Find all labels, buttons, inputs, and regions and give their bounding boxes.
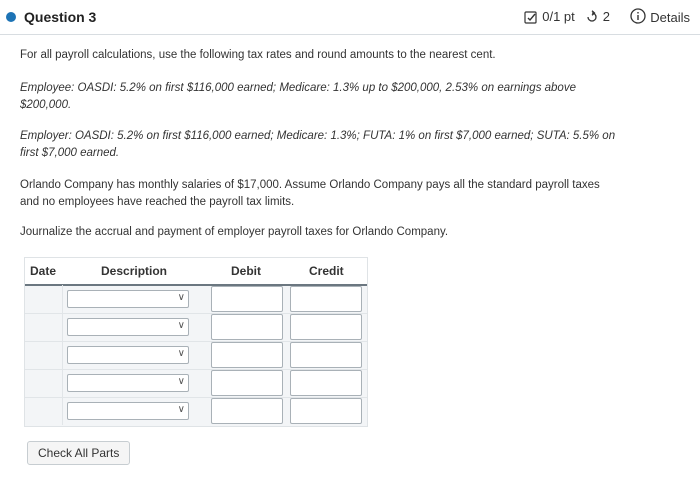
- score-text: 0/1 pt: [542, 9, 575, 24]
- date-cell: [25, 313, 63, 341]
- date-cell: [25, 397, 63, 425]
- credit-input[interactable]: [290, 314, 362, 340]
- check-all-parts-button[interactable]: Check All Parts: [27, 441, 130, 465]
- debit-input[interactable]: [211, 398, 283, 424]
- account-select[interactable]: [67, 374, 189, 392]
- credit-input[interactable]: [290, 286, 362, 312]
- journal-row: [25, 369, 367, 398]
- account-select[interactable]: [67, 346, 189, 364]
- chevron-down-icon: ∨: [177, 320, 185, 331]
- attempts-count: 2: [602, 9, 610, 24]
- journal-row: [25, 341, 367, 370]
- date-column-header: Date: [30, 264, 57, 278]
- employee-rates: Employee: OASDI: 5.2% on first $116,000 earned; Medicare: 1.3% up to $200,000, 2.53% on earnings above $200,000.: [20, 82, 576, 111]
- debit-input[interactable]: [211, 314, 283, 340]
- instruction-text: Journalize the accrual and payment of employer payroll taxes for Orlando Company.: [20, 226, 449, 238]
- credit-input[interactable]: [290, 398, 362, 424]
- credit-column-header: Credit: [309, 264, 344, 278]
- date-cell: [25, 369, 63, 397]
- chevron-down-icon: ∨: [177, 376, 185, 387]
- date-cell: [25, 341, 63, 369]
- info-circle-icon: [630, 8, 646, 27]
- debit-input[interactable]: [211, 286, 283, 312]
- chevron-down-icon: ∨: [177, 348, 185, 359]
- question-meta: [524, 9, 610, 24]
- checkbox-edit-icon: [524, 10, 538, 24]
- debit-input[interactable]: [211, 370, 283, 396]
- retry-icon: [585, 10, 599, 24]
- journal-table: [24, 257, 368, 427]
- chevron-down-icon: ∨: [177, 292, 185, 303]
- journal-table-header: [25, 258, 367, 286]
- debit-column-header: Debit: [231, 264, 261, 278]
- journal-row: [25, 313, 367, 342]
- journal-row: [25, 397, 367, 425]
- question-title: Question 3: [24, 9, 97, 25]
- credit-input[interactable]: [290, 370, 362, 396]
- account-select[interactable]: [67, 290, 189, 308]
- chevron-down-icon: ∨: [177, 404, 185, 415]
- question-bullet-icon: [6, 12, 16, 22]
- description-column-header: Description: [101, 264, 168, 278]
- scenario-text: Orlando Company has monthly salaries of $17,000. Assume Orlando Company pays all the standard payroll taxes and no employees have reached the payroll tax limits.: [20, 179, 600, 208]
- question-header: [0, 0, 700, 35]
- intro-text: For all payroll calculations, use the following tax rates and round amounts to the nearest cent.: [20, 49, 496, 61]
- account-select[interactable]: [67, 318, 189, 336]
- credit-input[interactable]: [290, 342, 362, 368]
- journal-row: [25, 285, 367, 314]
- date-cell: [25, 285, 63, 313]
- details-link[interactable]: [630, 8, 690, 27]
- account-select[interactable]: [67, 402, 189, 420]
- details-label: Details: [650, 10, 690, 25]
- employer-rates: Employer: OASDI: 5.2% on first $116,000 earned; Medicare: 1.3%; FUTA: 1% on first $7,000 earned; SUTA: 5.5% on first $7,000 earned.: [20, 130, 616, 159]
- debit-input[interactable]: [211, 342, 283, 368]
